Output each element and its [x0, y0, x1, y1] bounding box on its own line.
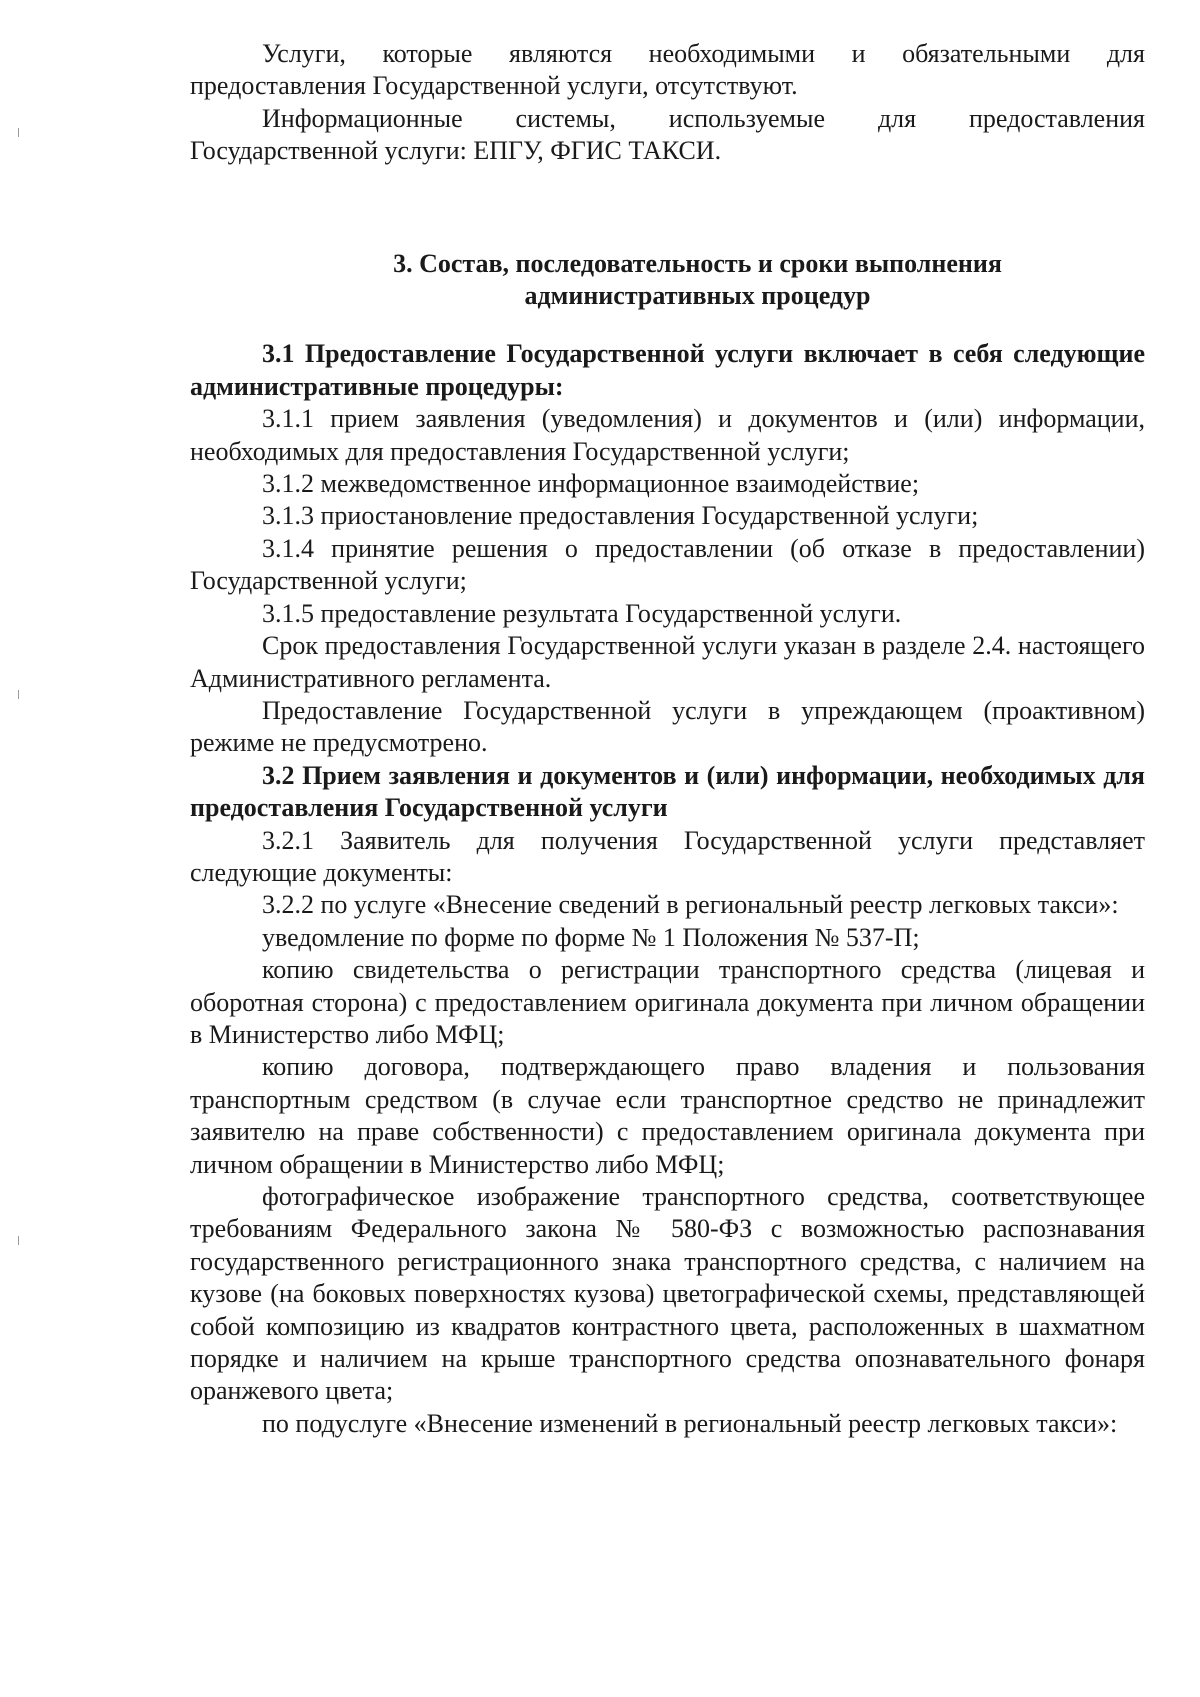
item-3-1-3: 3.1.3 приостановление предоставления Государственной услуги;: [262, 501, 979, 531]
section-3-title-line-2: административных процедур: [524, 281, 871, 311]
paragraph-information-systems: Информационные системы, используемые для предоставления Государственной услуги: ЕПГУ, ФГИС ТАКСИ.: [190, 103, 1145, 166]
paragraph-subservice-changes: по подуслуге «Внесение изменений в региональный реестр легковых такси»:: [262, 1408, 1118, 1438]
spacer: [190, 312, 1145, 338]
document-vehicle-photo: фотографическое изображение транспортного средства, соответствующее требованиям Федерального закона № 580-ФЗ с возможностью распознавания государственного регистрационного знака транспортного средства, с наличием на кузове (на боковых поверхностях кузова) цветографической схемы, представляющей собой композицию из квадратов контрастного цвета, расположенных в шахматном порядке и наличием на крыше транспортного средства опознавательного фонаря оранжевого цвета;: [190, 1182, 1145, 1406]
paragraph-service-term: Срок предоставления Государственной услуги указан в разделе 2.4. настоящего Административного регламента.: [190, 631, 1145, 693]
item-3-1-5: 3.1.5 предоставление результата Государственной услуги.: [262, 598, 902, 628]
document-page: [190, 38, 1145, 1440]
document-registration-copy: копию свидетельства о регистрации транспортного средства (лицевая и оборотная сторона) с предоставлением оригинала документа при личном обращении в Министерство либо МФЦ;: [190, 955, 1145, 1049]
item-3-1-1: 3.1.1 прием заявления (уведомления) и документов и (или) информации, необходимых для предоставления Государственной услуги;: [190, 404, 1145, 466]
section-3-title-line-1: 3. Состав, последовательность и сроки выполнения: [393, 248, 1002, 278]
paragraph-proactive-mode: Предоставление Государственной услуги в упреждающем (проактивном) режиме не предусмотрено.: [190, 695, 1145, 758]
item-3-2-1: 3.2.1 Заявитель для получения Государственной услуги представляет следующие документы:: [190, 825, 1145, 887]
section-3-2-heading: 3.2 Прием заявления и документов и (или) информации, необходимых для предоставления Государственной услуги: [190, 760, 1145, 823]
item-3-1-2: 3.1.2 межведомственное информационное взаимодействие;: [262, 469, 920, 499]
document-notification: уведомление по форме по форме № 1 Положения № 537-П;: [262, 922, 920, 952]
scan-margin-mark: [18, 1236, 19, 1245]
spacer: [190, 168, 1145, 248]
paragraph-required-services: Услуги, которые являются необходимыми и обязательными для предоставления Государственной услуги, отсутствуют.: [190, 39, 1145, 101]
scan-margin-mark: [18, 690, 19, 699]
scan-margin-mark: [18, 128, 19, 137]
section-3-title: [190, 248, 1145, 313]
item-3-1-4: 3.1.4 принятие решения о предоставлении (об отказе в предоставлении) Государственной услуги;: [190, 533, 1145, 596]
item-3-2-2: 3.2.2 по услуге «Внесение сведений в региональный реестр легковых такси»:: [262, 890, 1119, 920]
section-3-1-heading: 3.1 Предоставление Государственной услуги включает в себя следующие административные процедуры:: [190, 339, 1145, 401]
document-contract-copy: копию договора, подтверждающего право владения и пользования транспортным средством (в случае если транспортное средство не принадлежит заявителю на праве собственности) с предоставлением оригинала документа при личном обращении в Министерство либо МФЦ;: [190, 1052, 1145, 1179]
